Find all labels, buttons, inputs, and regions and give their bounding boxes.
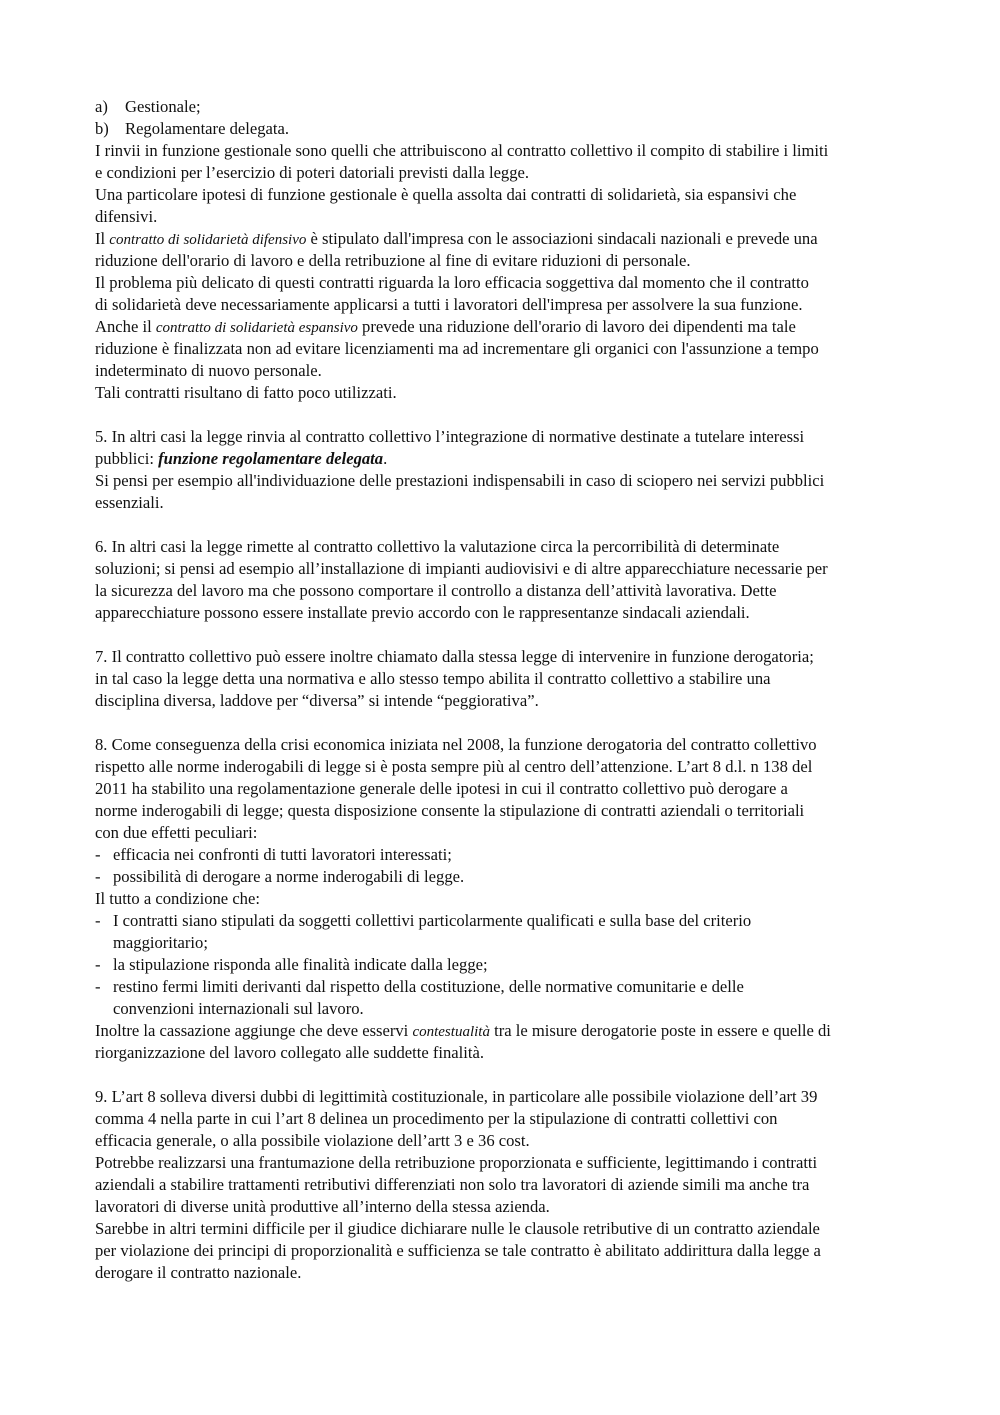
list-text: Regolamentare delegata. <box>125 119 290 138</box>
text-line: 9. L’art 8 solleva diversi dubbi di legittimità costituzionale, in particolare alle possibile violazione dell’art 39 <box>95 1087 818 1106</box>
section-9 <box>95 1086 907 1284</box>
paragraph-difensivo <box>95 228 907 316</box>
section-5 <box>95 426 907 514</box>
text-run: pubblici: <box>95 449 159 468</box>
text-line: aziendali a stabilire trattamenti retributivi differenziati non solo tra lavoratori di aziende simili ma anche tra <box>95 1175 810 1194</box>
text-line: norme inderogabili di legge; questa disposizione consente la stipulazione di contratti aziendali o territoriali <box>95 801 805 820</box>
text-line: Il tutto a condizione che: <box>95 889 260 908</box>
dash-bullet: - <box>95 911 101 930</box>
text-line <box>95 316 907 338</box>
text-line: riorganizzazione del lavoro collegato alle suddette finalità. <box>95 1043 485 1062</box>
text-line: di solidarietà deve necessariamente applicarsi a tutti i lavoratori dell'impresa per assolvere la sua funzione. <box>95 295 803 314</box>
text-run: . <box>383 449 388 468</box>
section-6 <box>95 536 907 624</box>
text-line: Sarebbe in altri termini difficile per il giudice dichiarare nulle le clausole retributive di un contratto aziendale <box>95 1219 820 1238</box>
text-line: lavoratori di diverse unità produttive all’interno della stessa azienda. <box>95 1197 550 1216</box>
paragraph-gap <box>95 712 907 734</box>
italic-term: contratto di solidarietà difensivo <box>109 232 307 248</box>
list-item <box>95 844 907 866</box>
text-run: Il <box>95 229 110 248</box>
section-8 <box>95 734 907 1064</box>
text-line: per violazione dei principi di proporzionalità e sufficienza se tale contratto è abilitato addirittura dalla legge a <box>95 1241 821 1260</box>
text-line: Una particolare ipotesi di funzione gestionale è quella assolta dai contratti di solidarietà, sia espansivi che <box>95 185 797 204</box>
list-text: Gestionale; <box>125 97 201 116</box>
list-text: possibilità di derogare a norme inderogabili di legge. <box>113 867 465 886</box>
text-line: indeterminato di nuovo personale. <box>95 361 322 380</box>
paragraph-gap <box>95 514 907 536</box>
italic-term: contestualità <box>412 1024 490 1040</box>
list-item-continuation: convenzioni internazionali sul lavoro. <box>113 999 364 1018</box>
text-line: con due effetti peculiari: <box>95 823 258 842</box>
conditions-list <box>95 910 907 1020</box>
text-line: difensivi. <box>95 207 158 226</box>
text-line: soluzioni; si pensi ad esempio all’installazione di impianti audiovisivi e di altre apparecchiature necessarie per <box>95 559 828 578</box>
list-item <box>95 96 907 118</box>
text-line: Si pensi per esempio all'individuazione delle prestazioni indispensabili in caso di sciopero nei servizi pubblici <box>95 471 825 490</box>
text-line: riduzione dell'orario di lavoro e della retribuzione al fine di evitare riduzioni di personale. <box>95 251 691 270</box>
text-run: Anche il <box>95 317 156 336</box>
list-item <box>95 910 907 932</box>
text-line: essenziali. <box>95 493 164 512</box>
list-item <box>95 954 907 976</box>
list-item <box>95 118 907 140</box>
list-item-continuation: maggioritario; <box>113 933 208 952</box>
bold-italic-term: funzione regolamentare delegata <box>158 449 384 468</box>
dash-bullet: - <box>95 977 101 996</box>
paragraph-gestionale <box>95 140 907 228</box>
text-line: 8. Come conseguenza della crisi economica iniziata nel 2008, la funzione derogatoria del contratto collettivo <box>95 735 817 754</box>
text-line: 7. Il contratto collettivo può essere inoltre chiamato dalla stessa legge di intervenire in funzione derogatoria; <box>95 647 814 666</box>
text-line: 6. In altri casi la legge rimette al contratto collettivo la valutazione circa la percorribilità di determinate <box>95 537 780 556</box>
intro-list <box>95 96 907 140</box>
text-run: prevede una riduzione dell'orario di lavoro dei dipendenti ma tale <box>357 317 796 336</box>
list-item <box>95 866 907 888</box>
text-line: rispetto alle norme inderogabili di legge si è posta sempre più al centro dell’attenzione. L’art 8 d.l. n 138 del <box>95 757 813 776</box>
list-text: la stipulazione risponda alle finalità indicate dalla legge; <box>113 955 488 974</box>
text-line: riduzione è finalizzata non ad evitare licenziamenti ma ad incrementare gli organici con l'assunzione a tempo <box>95 339 819 358</box>
text-line: efficacia generale, o alla possibile violazione dell’artt 3 e 36 cost. <box>95 1131 530 1150</box>
text-line: derogare il contratto nazionale. <box>95 1263 302 1282</box>
text-line: apparecchiature possono essere installate previo accordo con le rappresentanze sindacali aziendali. <box>95 603 750 622</box>
text-run: Inoltre la cassazione aggiunge che deve esservi <box>95 1021 413 1040</box>
paragraph-gap <box>95 404 907 426</box>
text-line: in tal caso la legge detta una normativa e allo stesso tempo abilita il contratto collettivo a stabilire una <box>95 669 771 688</box>
paragraph-gap <box>95 1064 907 1086</box>
text-run: tra le misure derogatorie poste in essere e quelle di <box>489 1021 831 1040</box>
dash-bullet: - <box>95 955 101 974</box>
text-line: Tali contratti risultano di fatto poco utilizzati. <box>95 383 397 402</box>
text-run: è stipulato dall'impresa con le associazioni sindacali nazionali e prevede una <box>306 229 818 248</box>
text-line: 5. In altri casi la legge rinvia al contratto collettivo l’integrazione di normative destinate a tutelare interessi <box>95 427 805 446</box>
list-text: I contratti siano stipulati da soggetti collettivi particolarmente qualificati e sulla base del criterio <box>113 911 752 930</box>
text-line: comma 4 nella parte in cui l’art 8 delinea un procedimento per la stipulazione di contratti collettivi con <box>95 1109 778 1128</box>
text-line: disciplina diversa, laddove per “diversa” si intende “peggiorativa”. <box>95 691 539 710</box>
text-line: I rinvii in funzione gestionale sono quelli che attribuiscono al contratto collettivo il compito di stabilire i limiti <box>95 141 829 160</box>
list-label: b) <box>95 119 109 138</box>
text-line: la sicurezza del lavoro ma che possono comportare il controllo a distanza dell’attività lavorativa. Dette <box>95 581 777 600</box>
document-page <box>95 96 907 1284</box>
text-line: Potrebbe realizzarsi una frantumazione della retribuzione proporzionata e sufficiente, legittimando i contratti <box>95 1153 818 1172</box>
text-line <box>95 228 907 250</box>
italic-term: contratto di solidarietà espansivo <box>155 320 358 336</box>
text-line: e condizioni per l’esercizio di poteri datoriali previsti dalla legge. <box>95 163 530 182</box>
list-label: a) <box>95 97 108 116</box>
paragraph-espansivo <box>95 316 907 404</box>
text-line: Il problema più delicato di questi contratti riguarda la loro efficacia soggettiva dal momento che il contratto <box>95 273 809 292</box>
list-text: efficacia nei confronti di tutti lavoratori interessati; <box>113 845 452 864</box>
text-line <box>95 1020 907 1042</box>
section-7 <box>95 646 907 712</box>
dash-bullet: - <box>95 867 101 886</box>
dash-bullet: - <box>95 845 101 864</box>
text-line: 2011 ha stabilito una regolamentazione generale delle ipotesi in cui il contratto collettivo può derogare a <box>95 779 788 798</box>
text-line <box>95 448 907 470</box>
effects-list <box>95 844 907 888</box>
list-text: restino fermi limiti derivanti dal rispetto della costituzione, delle normative comunitarie e delle <box>113 977 744 996</box>
list-item <box>95 976 907 998</box>
paragraph-gap <box>95 624 907 646</box>
